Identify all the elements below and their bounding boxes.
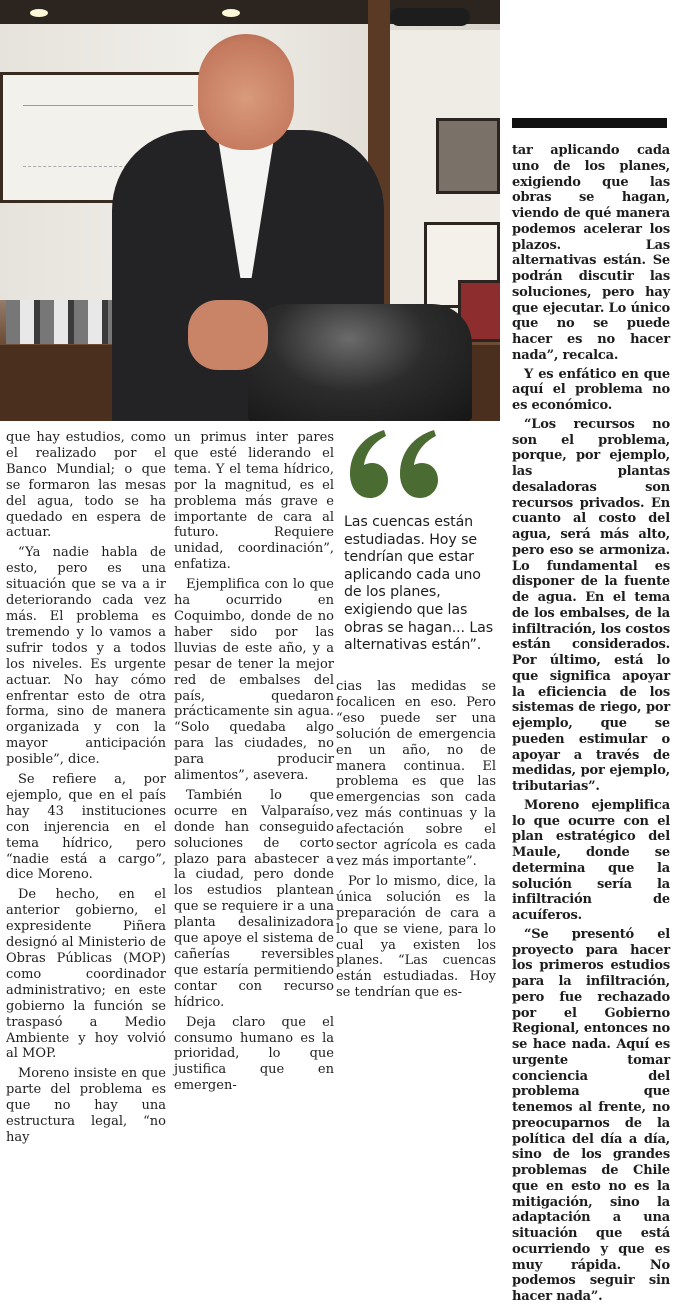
- section-rule: [512, 118, 667, 128]
- paragraph: “Los recursos no son el problema, porque, por ejemplo, las plantas desaladoras son recursos privados. En cuanto al costo del agua, será más alto, pero eso se armoniza. Lo fundamental es disponer de la fuente de agua. En el tema de los embalses, de la infiltración, los costos están considerados. Por último, está lo que significa apoyar la eficiencia de los sistemas de riego, por ejemplo, que se pueden estimular o apoyar a través de medidas, por ejemplo, tributarias”.: [512, 416, 670, 794]
- article-column-3: [336, 679, 496, 1005]
- person-hands: [188, 300, 268, 370]
- paragraph: cias las medidas se focalicen en eso. Pero “eso puede ser una solución de emergencia en un año, no de manera continua. El problema es que las emergencias son cada vez más continuas y la afectación sobre el sector agrícola es cada vez más importante”.: [336, 679, 496, 869]
- paragraph: También lo que ocurre en Valparaíso, donde han conseguido soluciones de corto plazo para abastecer a la ciudad, pero donde los estudios plantean que se requiere ir a una planta desalinizadora que apoye el sistema de cañerías reversibles que estaría permitiendo contar con recurso hídrico.: [174, 787, 334, 1010]
- desk-items: [6, 300, 116, 344]
- picture-frame: [436, 118, 500, 194]
- article-photo: [0, 0, 500, 421]
- leather-chair: [248, 304, 472, 421]
- pull-quote-text: Las cuencas están estudiadas. Hoy se tendrían que estar aplicando cada uno de los planes, exigiendo que las obras se hagan... Las alternativas están”.: [344, 514, 494, 654]
- ceiling-lamp-icon: [222, 9, 240, 17]
- paragraph: Moreno ejemplifica lo que ocurre con el plan estratégico del Maule, donde se determina que la solución sería la infiltración de acuíferos.: [512, 797, 670, 923]
- paragraph: tar aplicando cada uno de los planes, exigiendo que las obras se hagan, viendo de qué manera podemos acelerar los plazos. Las alternativas están. Se podrán discutir las soluciones, pero hay que ejecutar. Lo único que no se puede hacer es no hacer nada”, recalca.: [512, 143, 670, 363]
- paragraph: Deja claro que el consumo humano es la prioridad, lo que justifica que en emergen-: [174, 1014, 334, 1094]
- person-head: [198, 34, 294, 150]
- article-column-2: [174, 430, 334, 1098]
- paragraph: De hecho, en el anterior gobierno, el expresidente Piñera designó al Ministerio de Obras Públicas (MOP) como coordinador administrativo; en este gobierno la función se traspasó a Medio Ambiente y hoy volvió al MOP.: [6, 887, 166, 1062]
- paragraph: un primus inter pares que esté liderando el tema. Y el tema hídrico, por la magnitud, es el problema más grave e importante de cara al futuro. Requiere unidad, coordinación”, enfatiza.: [174, 430, 334, 573]
- paragraph: Por lo mismo, dice, la única solución es la preparación de cara a lo que se viene, para lo cual ya existen los planes. “Las cuencas están estudiadas. Hoy se tendrían que es-: [336, 873, 496, 1001]
- paragraph: “Ya nadie habla de esto, pero es una situación que se va a ir deteriorando cada vez más. El problema es tremendo y lo vamos a sufrir todos y a todos los niveles. Es urgente actuar. No hay cómo enfrentar esto de otra forma, sino de manera organizada y con la mayor anticipación posible”, dice.: [6, 545, 166, 768]
- paragraph: “Se presentó el proyecto para hacer los primeros estudios para la infiltración, pero fue rechazado por el Gobierno Regional, entonces no se hace nada. Aquí es urgente tomar conciencia del problema que tenemos al frente, no preocuparnos de la política del día a día, sino de los grandes problemas de Chile que en esto no es la mitigación, sino la adaptación a una situación que está ocurriendo y que es muy rápida. No podemos seguir sin hacer nada”.: [512, 926, 670, 1304]
- pull-quote: [340, 430, 500, 670]
- quote-mark-icon: [344, 422, 440, 502]
- ceiling-lamp-icon: [30, 9, 48, 17]
- article-column-4: [512, 143, 670, 1308]
- article-column-1: [6, 430, 166, 1150]
- paragraph: Moreno insiste en que parte del problema es que no hay una estructura legal, “no hay: [6, 1066, 166, 1145]
- paragraph: Y es enfático en que aquí el problema no es económico.: [512, 366, 670, 413]
- helicopter-model: [390, 8, 470, 26]
- paragraph: Se refiere a, por ejemplo, que en el país hay 43 instituciones con injerencia en el tema hídrico, pero “nadie está a cargo”, dice Moreno.: [6, 772, 166, 883]
- paragraph: Ejemplifica con lo que ha ocurrido en Coquimbo, donde de no haber sido por las lluvias de este año, y a pesar de tener la mejor red de embalses del país, quedaron prácticamente sin agua. “Solo quedaba algo para las ciudades, no para producir alimentos”, asevera.: [174, 577, 334, 784]
- paragraph: que hay estudios, como el realizado por el Banco Mundial; o que se formaron las mesas del agua, todo se ha quedado en espera de actuar.: [6, 430, 166, 541]
